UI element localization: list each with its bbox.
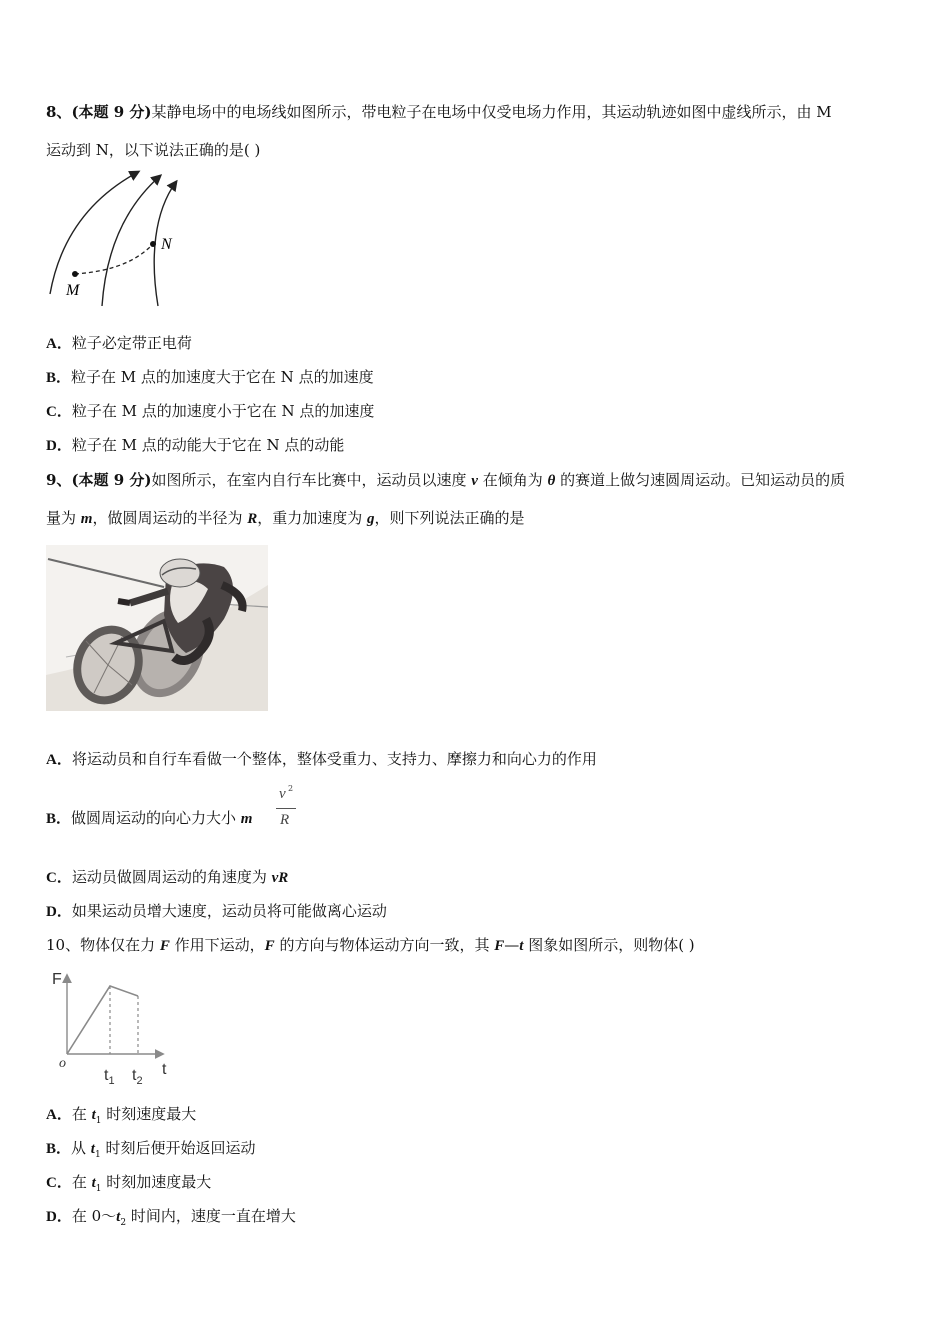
fraction-denominator: R xyxy=(280,812,290,828)
q10-stem: 10、物体仅在力 F 作用下运动，F 的方向与物体运动方向一致，其 F—t 图象如图所示，则物体( ) xyxy=(46,936,695,954)
origin-label: o xyxy=(59,1056,66,1071)
q9-number: 9、 xyxy=(46,471,72,489)
q10-option-d[interactable]: D．在 $0\sim t_2$ 时间内，速度一直在增大 xyxy=(46,1207,296,1228)
q10-option-b[interactable]: B．从 $t_1$ 时刻后便开始返回运动 xyxy=(46,1139,256,1160)
t1-label: $t_1$ xyxy=(104,1067,115,1087)
q9-option-d[interactable]: D．如果运动员增大速度，运动员将可能做离心运动 xyxy=(46,902,387,920)
q9-option-c[interactable]: C．运动员做圆周运动的角速度为 vR xyxy=(46,868,289,886)
q9-cyclist-photo xyxy=(46,545,268,711)
q10-force-time-graph xyxy=(44,964,184,1088)
point-n xyxy=(150,241,156,247)
particle-trajectory xyxy=(75,244,153,274)
label-m: M xyxy=(66,282,80,299)
label-n: N xyxy=(161,236,172,253)
q9-option-b[interactable]: B．做圆周运动的向心力大小 m xyxy=(46,809,253,827)
fraction-bar xyxy=(276,808,296,809)
q9-stem-line2: 量为 m，做圆周运动的半径为 R，重力加速度为 g，则下列说法正确的是 xyxy=(46,509,525,527)
q9-option-b-fraction xyxy=(276,784,298,834)
field-line-1 xyxy=(50,172,138,294)
q9-stem-line1: 9、(本题 9 分)如图所示，在室内自行车比赛中，运动员以速度 v 在倾角为 θ 的赛道上做匀速圆周运动。已知运动员的质 xyxy=(46,471,846,489)
q9-option-a[interactable]: A．将运动员和自行车看做一个整体，整体受重力、支持力、摩擦力和向心力的作用 xyxy=(46,750,597,768)
y-axis-label: F xyxy=(52,971,62,988)
q8-stem-text1: 某静电场中的电场线如图所示，带电粒子在电场中仅受电场力作用，其运动轨迹如图中虚线所示，由 M xyxy=(151,103,832,121)
q10-option-a[interactable]: A．在 $t_1$ 时刻速度最大 xyxy=(46,1105,197,1126)
q9-score-tag: (本题 9 分) xyxy=(71,471,152,489)
q8-stem-line2: 运动到 N，以下说法正确的是( ) xyxy=(46,141,261,159)
field-line-2 xyxy=(102,176,160,306)
q8-score-tag: (本题 9 分) xyxy=(71,103,152,121)
q8-number: 8、 xyxy=(46,103,72,121)
q10-option-c[interactable]: C．在 $t_1$ 时刻加速度最大 xyxy=(46,1173,212,1194)
force-curve xyxy=(67,986,138,1054)
q8-option-c[interactable]: C．粒子在 M 点的加速度小于它在 N 点的加速度 xyxy=(46,402,375,420)
point-m xyxy=(72,271,78,277)
q8-option-a[interactable]: A．粒子必定带正电荷 xyxy=(46,334,192,352)
q8-electric-field-figure xyxy=(40,168,200,310)
x-axis-label: t xyxy=(162,1061,167,1078)
fraction-exponent: 2 xyxy=(288,784,294,793)
t2-label: $t_2$ xyxy=(132,1067,143,1087)
q10-number: 10、 xyxy=(46,936,81,954)
fraction-numerator: v xyxy=(279,786,286,802)
q8-stem-line1 xyxy=(46,102,832,122)
q8-option-b[interactable]: B．粒子在 M 点的加速度大于它在 N 点的加速度 xyxy=(46,368,374,386)
q8-option-d[interactable]: D．粒子在 M 点的动能大于它在 N 点的动能 xyxy=(46,436,345,454)
